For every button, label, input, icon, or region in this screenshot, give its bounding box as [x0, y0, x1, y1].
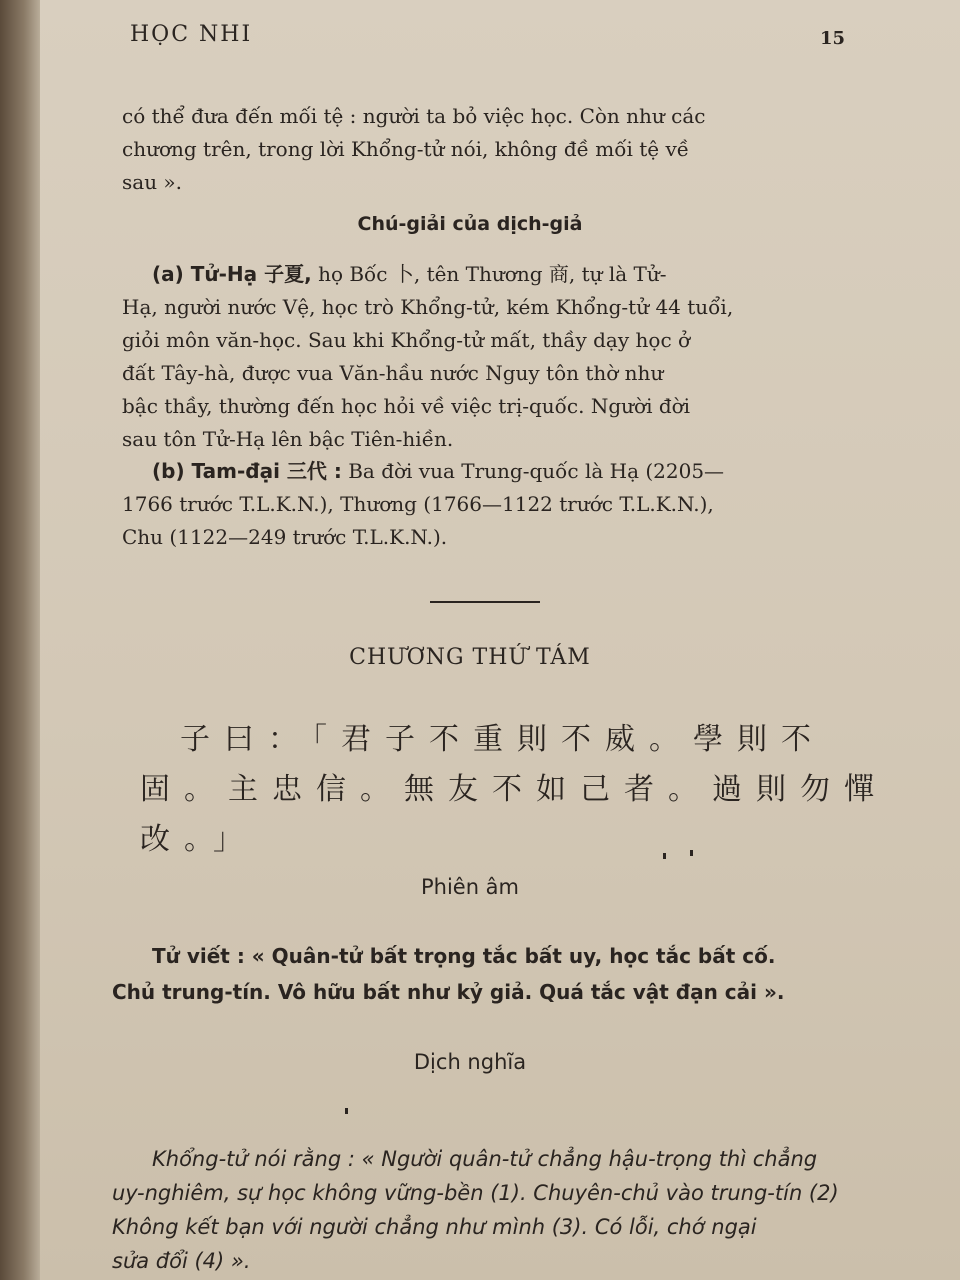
chapter-title: CHƯƠNG THỨ TÁM: [349, 645, 591, 670]
note-b: [122, 455, 862, 554]
ink-speck: [690, 850, 693, 856]
intro-paragraph: [122, 100, 862, 199]
note-a-line: đất Tây-hà, được vua Văn-hầu nước Nguy tôn thờ như: [122, 361, 664, 385]
intro-line: chương trên, trong lời Khổng-tử nói, không đề mối tệ về: [122, 137, 690, 161]
note-a-line: giỏi môn văn-học. Sau khi Khổng-tử mất, thầy dạy học ở: [122, 328, 691, 352]
note-a-first-line: [122, 258, 862, 291]
note-a-line: bậc thầy, thường đến học hỏi về việc trị-quốc. Người đời: [122, 394, 691, 418]
phonetic-paragraph: [112, 938, 960, 1010]
note-a: [122, 258, 862, 456]
ink-speck: [345, 1108, 348, 1114]
classical-line: 子曰：「君子不重則不威。學則不: [180, 722, 825, 757]
phonetic-line: Chủ trung-tín. Vô hữu bất như kỷ giả. Quá tắc vật đạn cải ».: [112, 980, 785, 1004]
note-b-line: Chu (1122—249 trước T.L.K.N.).: [122, 525, 448, 549]
note-a-line: Hạ, người nước Vệ, học trò Khổng-tử, kém Khổng-tử 44 tuổi,: [122, 295, 734, 319]
translation-line: sửa đổi (4) ».: [112, 1249, 251, 1273]
page-number: 15: [820, 28, 846, 49]
classical-chinese-text: [140, 715, 910, 865]
notes-heading: Chú-giải của dịch-giả: [357, 213, 583, 235]
intro-line: sau ».: [122, 170, 183, 194]
note-a-line: họ Bốc 卜, tên Thương 商, tự là Tử-: [318, 262, 667, 286]
translation-heading: Dịch nghĩa: [413, 1050, 527, 1074]
note-b-line: 1766 trước T.L.K.N.), Thương (1766—1122 trước T.L.K.N.),: [122, 492, 714, 516]
classical-line: 固。主忠信。無友不如己者。過則勿憚: [140, 772, 888, 807]
phonetic-line: Tử viết : « Quân-tử bất trọng tắc bất uy, học tắc bất cố.: [152, 944, 776, 968]
book-page: [40, 0, 960, 1280]
note-b-first-line: [122, 455, 862, 488]
phonetic-heading: Phiên âm: [420, 875, 520, 899]
translation-line: uy-nghiêm, sự học không vững-bền (1). Chuyên-chủ vào trung-tín (2): [112, 1181, 839, 1205]
note-a-term: (a) Tử-Hạ 子夏,: [152, 262, 312, 286]
running-head: HỌC NHI: [130, 22, 253, 47]
note-b-term: (b) Tam-đại 三代 :: [152, 459, 342, 483]
book-spine-shadow: [0, 0, 40, 1280]
translation-paragraph: [112, 1142, 952, 1278]
section-divider: [430, 601, 540, 603]
ink-speck: [663, 853, 666, 859]
note-b-line: Ba đời vua Trung-quốc là Hạ (2205—: [348, 459, 725, 483]
intro-line: có thể đưa đến mối tệ : người ta bỏ việc học. Còn như các: [122, 104, 706, 128]
note-a-line: sau tôn Tử-Hạ lên bậc Tiên-hiền.: [122, 427, 454, 451]
translation-line: Khổng-tử nói rằng : « Người quân-tử chẳng hậu-trọng thì chẳng: [152, 1147, 818, 1171]
translation-line: Không kết bạn với người chẳng như mình (3). Có lỗi, chớ ngại: [112, 1215, 757, 1239]
classical-line: 改。」: [140, 822, 257, 857]
